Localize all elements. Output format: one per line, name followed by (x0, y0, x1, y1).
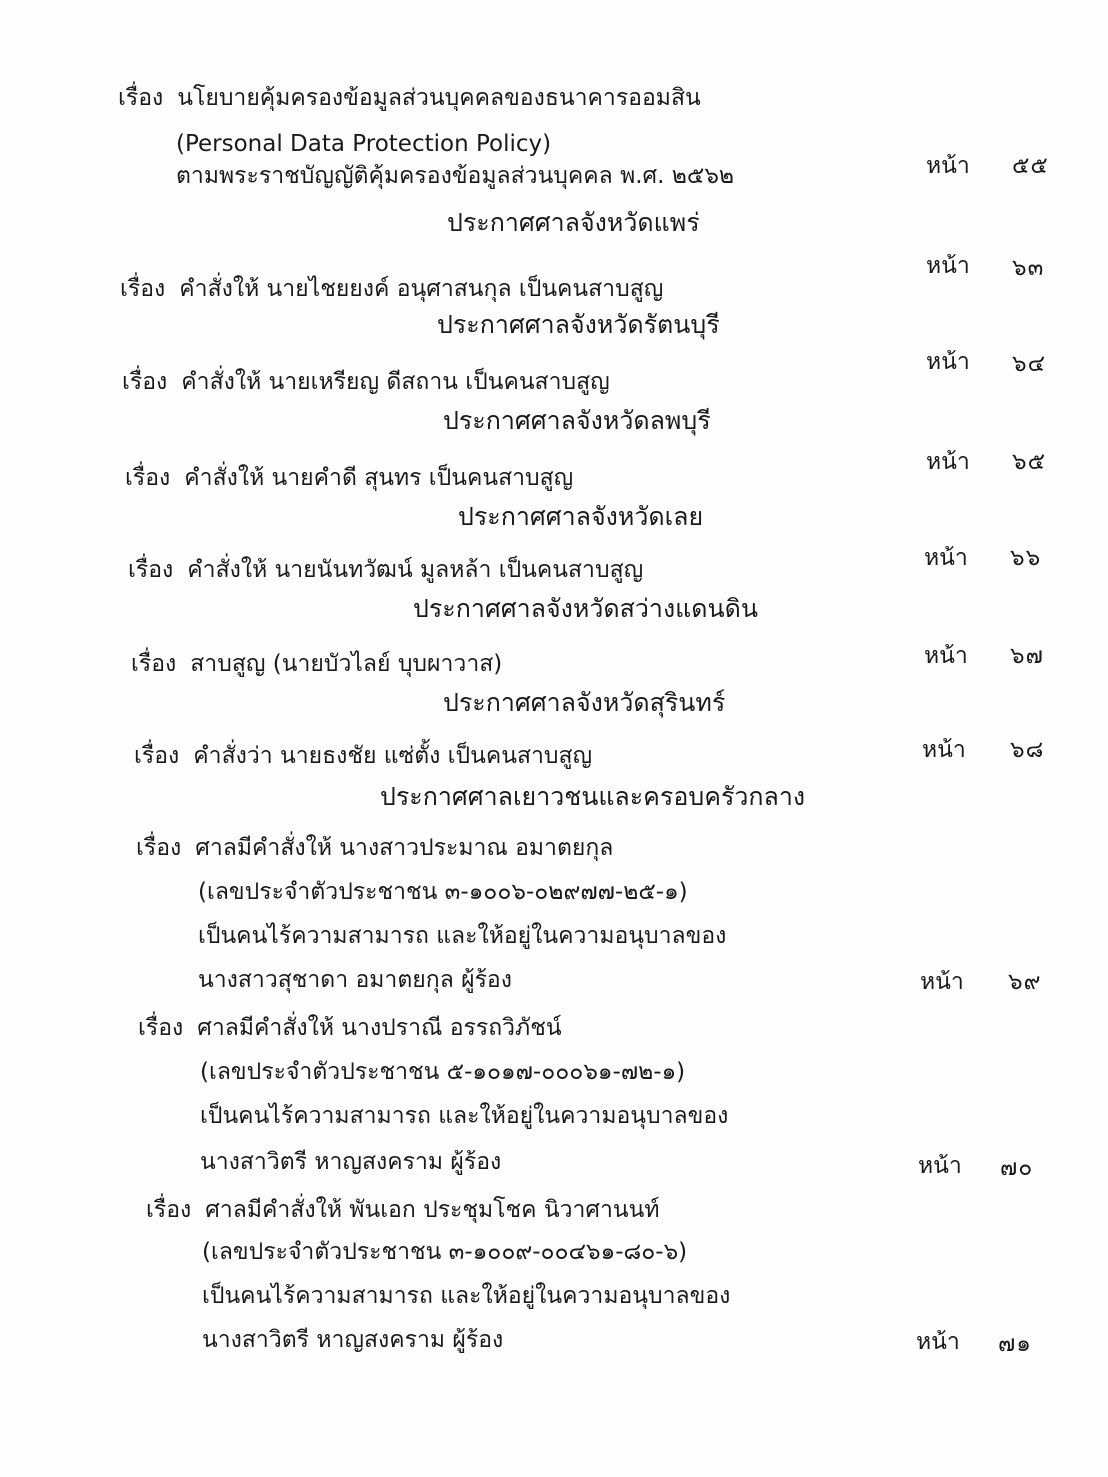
page-label: หน้า (924, 545, 968, 571)
entry-8-line-4: นางสาวสุชาดา อมาตยกุล ผู้ร้อง (198, 967, 512, 993)
section-heading: ประกาศศาลจังหวัดรัตนบุรี (437, 310, 720, 339)
page-number: ๖๖ (1010, 545, 1042, 571)
page-number: ๖๗ (1010, 643, 1044, 669)
page-number: ๖๓ (1012, 255, 1045, 281)
entry-6 (131, 648, 502, 680)
subject-label: เรื่อง (128, 557, 174, 583)
entry-9-line-2: (เลขประจำตัวประชาชน ๕-๑๐๑๗-๐๐๐๖๑-๗๒-๑) (200, 1059, 686, 1085)
page-label: หน้า (926, 349, 970, 375)
subject-label: เรื่อง (122, 369, 168, 395)
entry-9-line-1 (138, 1012, 562, 1044)
subject-label: เรื่อง (125, 465, 171, 491)
subject-label: เรื่อง (138, 1015, 184, 1041)
page-label: หน้า (916, 1329, 960, 1355)
section-heading: ประกาศศาลจังหวัดลพบุรี (443, 406, 711, 435)
entry-7-title: คำสั่งว่า นายธงชัย แซ่ตั้ง เป็นคนสาบสูญ (193, 743, 593, 769)
page-number: ๕๕ (1012, 153, 1049, 179)
entry-8-line-3: เป็นคนไร้ความสามารถ และให้อยู่ในความอนุบาลของ (198, 923, 727, 949)
entry-3 (122, 366, 610, 398)
subject-label: เรื่อง (134, 743, 180, 769)
section-heading: ประกาศศาลจังหวัดแพร่ (447, 208, 700, 237)
entry-9-line-4: นางสาวิตรี หาญสงคราม ผู้ร้อง (200, 1149, 502, 1175)
entry-3-title: คำสั่งให้ นายเหรียญ ดีสถาน เป็นคนสาบสูญ (181, 369, 610, 395)
page-number: ๖๕ (1012, 449, 1047, 475)
page-number: ๖๙ (1008, 969, 1042, 995)
entry-10-line-4: นางสาวิตรี หาญสงคราม ผู้ร้อง (202, 1327, 504, 1353)
entry-4-title: คำสั่งให้ นายคำดี สุนทร เป็นคนสาบสูญ (184, 465, 574, 491)
entry-10-line-1 (146, 1194, 660, 1226)
entry-9-title: ศาลมีคำสั่งให้ นางปราณี อรรถวิภัชน์ (197, 1015, 562, 1041)
section-heading: ประกาศศาลจังหวัดสว่างแดนดิน (413, 594, 758, 623)
entry-8-title: ศาลมีคำสั่งให้ นางสาวประมาณ อมาตยกุล (195, 835, 614, 861)
entry-1-line-3: ตามพระราชบัญญัติคุ้มครองข้อมูลส่วนบุคคล พ.ศ. ๒๕๖๒ (176, 163, 735, 189)
page-label: หน้า (926, 153, 970, 179)
entry-1-title: นโยบายคุ้มครองข้อมูลส่วนบุคคลของธนาคารออมสิน (177, 85, 701, 111)
entry-2-title: คำสั่งให้ นายไชยยงค์ อนุศาสนกุล เป็นคนสาบสูญ (179, 276, 664, 302)
page-label: หน้า (918, 1153, 962, 1179)
page-number: ๗๑ (998, 1331, 1032, 1357)
page-number: ๖๔ (1012, 351, 1047, 377)
subject-label: เรื่อง (146, 1197, 192, 1223)
subject-label: เรื่อง (136, 835, 182, 861)
subject-label: เรื่อง (131, 651, 177, 677)
subject-label: เรื่อง (118, 85, 164, 111)
page-label: หน้า (924, 643, 968, 669)
entry-5-title: คำสั่งให้ นายนันทวัฒน์ มูลหล้า เป็นคนสาบสูญ (187, 557, 644, 583)
page-number: ๖๘ (1010, 737, 1045, 763)
entry-1-line-2: (Personal Data Protection Policy) (176, 131, 552, 157)
entry-2 (120, 273, 663, 305)
subject-label: เรื่อง (120, 276, 166, 302)
section-heading: ประกาศศาลจังหวัดสุรินทร์ (443, 688, 726, 717)
entry-7 (134, 740, 592, 772)
section-heading: ประกาศศาลเยาวชนและครอบครัวกลาง (380, 782, 806, 811)
page-label: หน้า (926, 449, 970, 475)
entry-10-line-2: (เลขประจำตัวประชาชน ๓-๑๐๐๙-๐๐๔๖๑-๘๐-๖) (202, 1239, 688, 1265)
entry-9-line-3: เป็นคนไร้ความสามารถ และให้อยู่ในความอนุบาลของ (200, 1103, 729, 1129)
page-label: หน้า (926, 253, 970, 279)
entry-1-line-1 (118, 82, 701, 114)
section-heading: ประกาศศาลจังหวัดเลย (458, 502, 704, 531)
entry-4 (125, 462, 573, 494)
entry-8-line-2: (เลขประจำตัวประชาชน ๓-๑๐๐๖-๐๒๙๗๗-๒๕-๑) (198, 879, 688, 905)
entry-6-title: สาบสูญ (นายบัวไลย์ บุบผาวาส) (190, 651, 503, 677)
entry-8-line-1 (136, 832, 613, 864)
entry-10-title: ศาลมีคำสั่งให้ พันเอก ประชุมโชค นิวาศานนท์ (205, 1197, 660, 1223)
entry-10-line-3: เป็นคนไร้ความสามารถ และให้อยู่ในความอนุบาลของ (202, 1283, 731, 1309)
page-number: ๗๐ (1000, 1155, 1034, 1181)
entry-5 (128, 554, 643, 586)
page-label: หน้า (922, 737, 966, 763)
page-label: หน้า (920, 969, 964, 995)
